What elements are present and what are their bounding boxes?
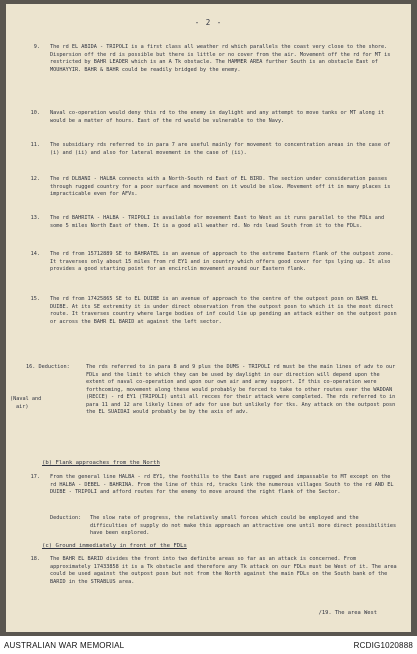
paragraph-number: 12. <box>30 176 40 182</box>
paragraph-number: 15. <box>30 296 40 302</box>
paragraph-text: The subsidiary rds referred to in para 7 are useful mainly for movement to concentration areas in the case of (i) and (ii) and also for lateral movement in the case of (ii). <box>50 142 391 156</box>
paragraph-text: The rd from 17425865 SE to EL DUIBE is an avenue of approach to the centre of the outpost posn on BAHR EL DUIBE. At its SE extremity it is under direct observation from the outpost posn to which it is the most direct route. It traverses country where large bodies of inf could lie up pending an attack either on the outpost posn or across the BAHR EL BARID at against the left sector. <box>50 296 397 325</box>
paragraph-text: From the general line HALBA - rd EY1, the foothills to the East are rugged and impassable to MT except on the rd HALBA - DEBEL - BAHRINA. From the line of this rd, tracks link the numerous villages South to the rd AND EL DUIBE - TRIPOLI and afford routes for the enemy to move around the right flank of the Sector. <box>50 474 394 495</box>
paragraph-text: The BAHR EL BARID divides the front into two definite areas so far as an attack is concerned. From approximately 17433858 it is a Tk obstacle and therefore any Tk attack on our FDLs must be West of it. The area could be used against the outpost posn but not from the North against the main FDLs on the South bank of the BARID in the STRABLUS area. <box>50 556 397 585</box>
side-note-air: air) <box>16 404 29 410</box>
paragraph-number: 10. <box>30 110 40 116</box>
archive-footer <box>0 636 417 654</box>
deduction-text: The rds referred to in para 8 and 9 plus the DUMS - TRIPOLI rd must be the main lines of adv to our FDLs and the limit to which they can be used by daylight in our direction will depend upon the extent of naval co-operation and upon our own air and army support. If this co-operation were forthcoming, movement along these would probably be forced to take to other routes over the WADDAN (RECCE) - rd EY1 (TRIPOLI) until all recces for their attack were completed. The rds referred to in para 11 and 12 are likely lines of adv for use but unlikely for tks. Any attack on the outpost posn the EL SUAIDAI would probably be by the axis of adv. <box>86 364 396 415</box>
paragraph-text: The rd DLBANI - HALBA connects with a North-South rd East of EL BIRD. The section under consideration passes through rugged country for a poor surface and movement on it would be slow. Movement off it in many places is impracticable even for AFVs. <box>50 176 391 197</box>
paragraph-number: 17. <box>30 474 40 480</box>
side-note-naval: (Naval and <box>10 396 42 402</box>
paragraph-number: 18. <box>30 556 40 562</box>
paragraph-number: 9. <box>33 44 40 50</box>
paragraph-text: Naval co-operation would deny this rd to the enemy in daylight and any attempt to move tanks or MT along it would be a matter of hours. East of the rd would be vulnerable to the Navy. <box>50 110 385 124</box>
paragraph-text: The rd BAHRITA - HALBA - TRIPOLI is available for movement East to West as it runs parallel to the FDLs and some 5 miles North East of them. It is a good all weather rd. No rds lead South from it to the FDLs. <box>50 215 385 229</box>
paragraph-text: The rd EL ABIDA - TRIPOLI is a first class all weather rd which parallels the coast very close to the shore. Dispersion off the rd is possible but there is little or no cover from the air. Movement off the rd for MT is restricted by BAHR LEADER which is an A Tk obstacle. The HAMMER AREA further South is an obstacle East of MOUHAYYIR. BAHR & BAHR could be readily bridged by the enemy. <box>50 44 391 73</box>
page-number: - 2 - <box>194 18 223 27</box>
paragraph-number: 13. <box>30 215 40 221</box>
footer-institution: AUSTRALIAN WAR MEMORIAL <box>4 640 125 650</box>
section-heading-c: (c) Ground immediately in front of the FDLs <box>42 543 187 549</box>
document-page <box>6 4 411 632</box>
footer-record-id: RCDIG1020888 <box>353 640 413 650</box>
paragraph-text: The rd from 15712889 SE to BAHRATEL is an avenue of approach to the extreme Eastern flank of the outpost zone. It traverses only about 15 miles from rd EY1 and in country which offers good cover for tps lying up. It also provides a good starting point for an encirclin movement around our Eastern flank. <box>50 251 394 272</box>
paragraph-number: 14. <box>30 251 40 257</box>
paragraph-number: 11. <box>30 142 40 148</box>
deduction-label: Deduction: <box>50 515 82 521</box>
deduction-text: The slow rate of progress, the relatively small forces which could be employed and the difficulties of supply do not make this approach an attractive one until more direct possibilities have been explored. <box>90 515 397 536</box>
continuation-catchword: /19. The area West <box>318 610 377 616</box>
deduction-label: 16. Deduction: <box>26 364 70 370</box>
section-heading-b: (b) Flank approaches from the North <box>42 460 160 466</box>
